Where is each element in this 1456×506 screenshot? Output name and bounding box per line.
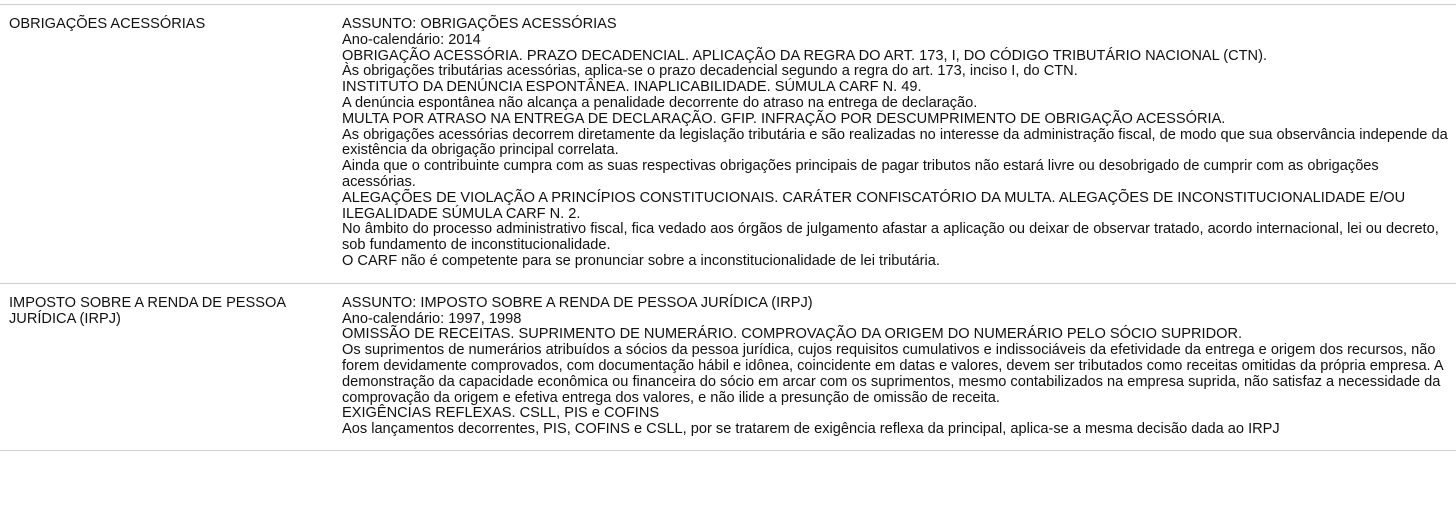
ementa-line: Os suprimentos de numerários atribuídos a sócios da pessoa jurídica, cujos requisitos cumulativos e indissociáveis da efetividade da entrega e origem dos recursos, não forem devidamente comprovados, com documentação hábil e idônea, coincidente em datas e valores, devem ser tributados como receitas omitidas da própria empresa. A demonstração da capacidade econômica ou financeira do sócio em arcar com os suprimentos, mesmo contabilizados na empresa suprida, não satisfaz a necessidade da comprovação da origem e efetiva entrega dos valores, e não ilide a presunção de omissão de receita. [342, 342, 1443, 406]
table-row [0, 5, 1456, 283]
ementa-line: EXIGÊNCIAS REFLEXAS. CSLL, PIS e COFINS [342, 405, 660, 422]
ementa-line: ASSUNTO: OBRIGAÇÕES ACESSÓRIAS [342, 16, 617, 32]
table-row [0, 284, 1456, 450]
ementa-line: ASSUNTO: IMPOSTO SOBRE A RENDA DE PESSOA JURÍDICA (IRPJ) [342, 294, 813, 311]
ementa-cell [332, 5, 1456, 283]
ementa-line: Ano-calendário: 2014 [342, 31, 481, 48]
ementa-line: Ano-calendário: 1997, 1998 [342, 310, 522, 327]
ementa-line: MULTA POR ATRASO NA ENTREGA DE DECLARAÇÃO. GFIP. INFRAÇÃO POR DESCUMPRIMENTO DE OBRIGAÇÃO ACESSÓRIA. [342, 110, 1226, 127]
ementa-cell [332, 284, 1456, 450]
row-divider [0, 450, 1456, 451]
ementa-line: Às obrigações tributárias acessórias, aplica-se o prazo decadencial segundo a regra do art. 173, inciso I, do CTN. [342, 63, 1078, 80]
ementa-line: OMISSÃO DE RECEITAS. SUPRIMENTO DE NUMERÁRIO. COMPROVAÇÃO DA ORIGEM DO NUMERÁRIO PELO SÓCIO SUPRIDOR. [342, 326, 1243, 343]
ementa-line: INSTITUTO DA DENÚNCIA ESPONTÂNEA. INAPLICABILIDADE. SÚMULA CARF N. 49. [342, 79, 922, 96]
ementa-line: O CARF não é competente para se pronunciar sobre a inconstitucionalidade de lei tributária. [342, 252, 940, 269]
subject-cell: OBRIGAÇÕES ACESSÓRIAS [9, 16, 206, 32]
ementa-line: Ainda que o contribuinte cumpra com as suas respectivas obrigações principais de pagar tributos não estará livre ou desobrigado de cumprir com as obrigações acessórias. [342, 158, 1379, 190]
ementa-line: ALEGAÇÕES DE VIOLAÇÃO A PRINCÍPIOS CONSTITUCIONAIS. CARÁTER CONFISCATÓRIO DA MULTA. ALEGAÇÕES DE INCONSTITUCIONALIDADE E/OU ILEGALIDADE SÚMULA CARF N. 2. [342, 189, 1406, 222]
ementa-line: As obrigações acessórias decorrem diretamente da legislação tributária e são realizadas no interesse da administração fiscal, de modo que sua observância independe da existência da obrigação principal correlata. [342, 126, 1448, 159]
ementa-line: OBRIGAÇÃO ACESSÓRIA. PRAZO DECADENCIAL. APLICAÇÃO DA REGRA DO ART. 173, I, DO CÓDIGO TRIBUTÁRIO NACIONAL (CTN). [342, 47, 1268, 64]
ementa-line: Aos lançamentos decorrentes, PIS, COFINS e CSLL, por se tratarem de exigência reflexa da principal, aplica-se a mesma decisão dada ao IRPJ [342, 421, 1280, 438]
ementa-line: A denúncia espontânea não alcança a penalidade decorrente do atraso na entrega de declaração. [342, 94, 978, 111]
subject-cell: IMPOSTO SOBRE A RENDA DE PESSOA JURÍDICA (IRPJ) [9, 294, 286, 327]
ementa-line: No âmbito do processo administrativo fiscal, fica vedado aos órgãos de julgamento afastar a aplicação ou deixar de observar tratado, acordo internacional, lei ou decreto, sob fundamento de inconstitucionalidade. [342, 221, 1439, 254]
